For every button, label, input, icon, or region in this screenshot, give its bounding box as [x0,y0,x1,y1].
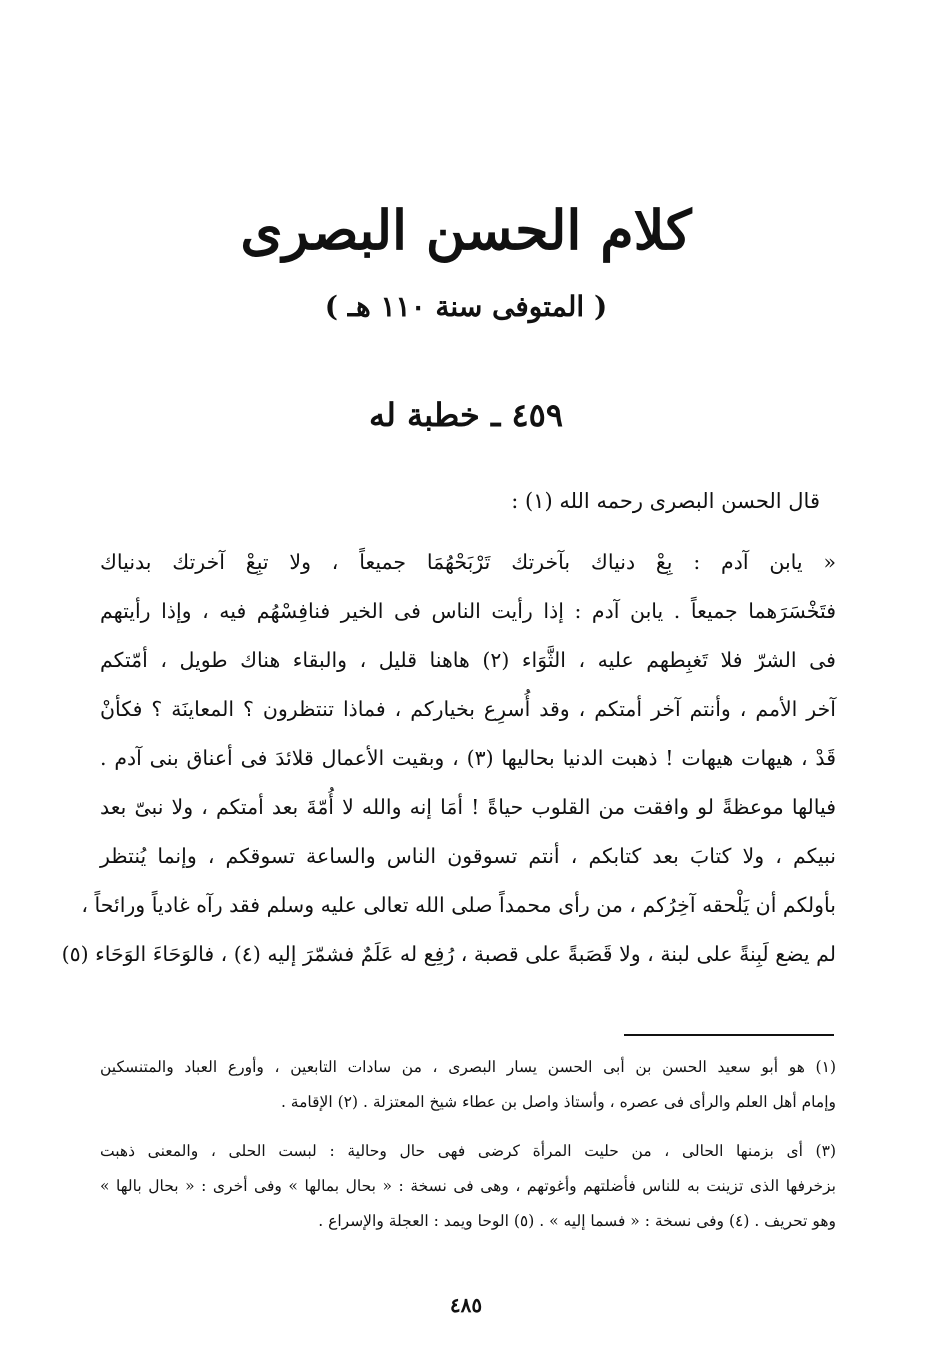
body-line-8: بأولكم أن يَلْحقه آخِرُكم ، من رأى محمداً صلى الله تعالى عليه وسلم فقد رآه غادياً ورائحاً ، [81,893,836,917]
footnote-line-1: (١) هو أبو سعيد الحسن بن أبى الحسن يسار البصرى ، من سادات التابعين ، وأورع العباد والمتنسكين [100,1058,837,1076]
body-line-3: فى الشرّ فلا تَغبِطهم عليه ، الثَّوَاء (٢) هاهنا قليل ، والبقاء هناك طويل ، أمّتكم [100,648,836,672]
intro-line: قال الحسن البصرى رحمه الله (١) : [511,489,820,513]
death-year-subtitle: ( المتوفى سنة ١١٠ هـ ) [324,290,608,323]
body-line-1: « يابن آدم : بِعْ دنياك بآخرتك تَرْبَحْهُمَا جميعاً ، ولا تبِعْ آخرتك بدنياك [100,550,836,574]
footnote-line-4: بزخرفها الذى تزينت به للناس فأضلتهم وأغوتهم ، وهى فى نسخة : « بحال بمالها » وفى أخرى : « بحال بالها » [100,1177,836,1195]
footnote-line-3: (٣) أى بزمنها الحالى ، من حليت المرأة كرضى فهى حال وحالية : لبست الحلى ، والمعنى ذهبت [100,1142,836,1160]
sermon-body [61,538,836,979]
footnotes [100,1050,836,1239]
body-line-5: قَدْ ، هيهات هيهات ! ذهبت الدنيا بحاليها (٣) ، وبقيت الأعمال قلائدَ فى أعناق بنى آدم . [100,746,836,770]
body-line-7: نبيكم ، ولا كتابَ بعد كتابكم ، أنتم تسوقون الناس والساعة تسوقكم ، وإنما يُنتظر [100,844,836,868]
body-line-4: آخر الأمم ، وأنتم آخر أمتكم ، وقد أُسرِع بخياركم ، فماذا تنتظرون ؟ المعاينَة ؟ فكأنْ [100,697,836,721]
page-number: ٤٨٥ [449,1293,483,1317]
page-title: كلام الحسن البصرى [240,198,692,262]
body-line-6: فيالها موعظةً لو وافقت من القلوب حياةً ! أمَا إنه والله لا أُمّةَ بعد أمتكم ، ولا نبىّ بعد [100,795,836,819]
body-line-2: فتَخْسَرَهما جميعاً . يابن آدم : إذا رأيت الناس فى الخير فنافِسْهُم فيه ، وإذا رأيتهم [100,599,836,623]
footnote-separator [624,1034,834,1036]
footnote-spacer [100,1120,836,1134]
section-heading: ٤٥٩ ـ خطبة له [368,396,564,434]
body-line-9: لم يضع لَبِنةً على لبنة ، ولا قَصَبةً على قصبة ، رُفِع له عَلَمٌ فشمّرَ إليه (٤) ، فالوَحَاءَ الوَحَاء (٥) [61,942,836,966]
footnote-line-5: وهو تحريف . (٤) وفى نسخة : « فسما إليه » . (٥) الوحا ويمد : العجلة والإسراع . [318,1212,836,1230]
footnote-line-2: وإمام أهل العلم والرأى فى عصره ، وأستاذ واصل بن عطاء شيخ المعتزلة . (٢) الإقامة . [280,1093,836,1111]
